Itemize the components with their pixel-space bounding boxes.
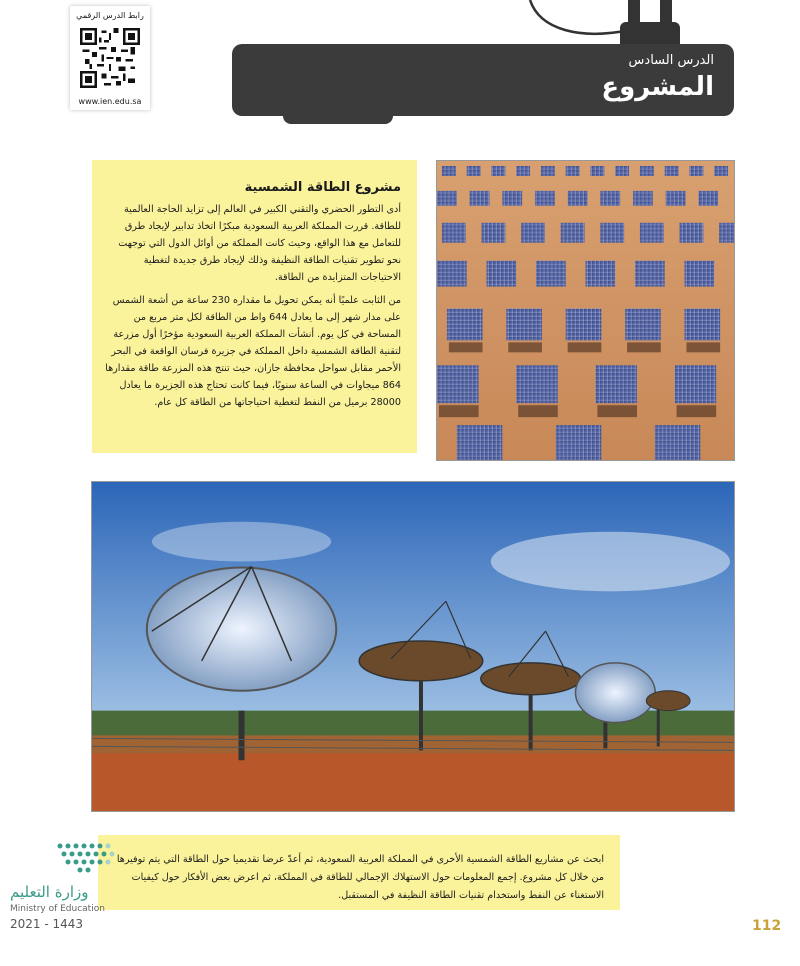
ministry-name-english: Ministry of Education [10,904,105,914]
solar-project-panel [92,160,417,453]
lesson-header-tab [283,108,393,124]
qr-url[interactable]: www.ien.edu.sa [78,97,142,106]
ministry-name-arabic: وزارة التعليم [10,883,89,901]
solar-dishes-photo [91,481,735,812]
qr-label: رابط الدرس الرقمي [76,11,144,20]
qr-code-icon[interactable] [80,28,140,88]
lesson-header [232,44,734,116]
lesson-title: المشروع [601,72,714,102]
page-number: 112 [752,918,782,934]
panel-paragraph-1: أدى التطور الحضري والتقني الكبير في العالم إلى تزايد الحاجة العالمية للطاقة. قررت المملكة العربية السعودية مبكرًا اتخاذ تدابير لإيجاد طرق للتعامل مع هذا الواقع، وحيث كانت المملكة من أوائل الدول التي توجهت نحو تطوير تقنيات الطاقة النظيفة وذلك لإيجاد طرق جديدة لتغطية الاحتياجات المتزايدة من الطاقة. [118,204,401,283]
panel-heading: مشروع الطاقة الشمسية [244,180,401,195]
solar-panels-photo [436,160,735,461]
year-label: 2021 - 1443 [10,917,84,931]
panel-paragraph-2: من الثابت علميًا أنه يمكن تحويل ما مقداره 230 ساعة من أشعة الشمس على مدار شهر إلى ما يعادل 644 واط من الطاقة لكل متر مربع من المساحة في كل يوم. أنشأت المملكة العربية السعودية مؤخرًا أول مزرعة لتقنية الطاقة الشمسية داخل المملكة في جزيرة فرسان الواقعة في البحر الأحمر مقابل سواحل محافظة جازان، حيث تنتج هذه المزرعة طاقة مقدارها 864 ميجاوات في الساعة سنويًا، فيما كانت تحتاج هذه الجزيرة ما يعادل 28000 برميل من النفط لتغطية احتياجاتها من الطاقة كل عام. [105,295,401,408]
activity-box [98,835,620,910]
activity-text: ابحث عن مشاريع الطاقة الشمسية الأخرى في المملكة العربية السعودية، ثم أعدّ عرضا تقديميا حول الطاقة التي يتم توفيرها من خلال كل مشروع. إجمع المعلومات حول الاستهلاك الإجمالي للطاقة في المملكة، ثم اعرض بعض الأفكار حول كيفيات الاستغناء عن النفط واستخدام تقنيات الطاقة النظيفة في المستقبل. [116,854,604,901]
lesson-number: الدرس السادس [628,53,714,68]
qr-code-card[interactable] [70,6,150,110]
